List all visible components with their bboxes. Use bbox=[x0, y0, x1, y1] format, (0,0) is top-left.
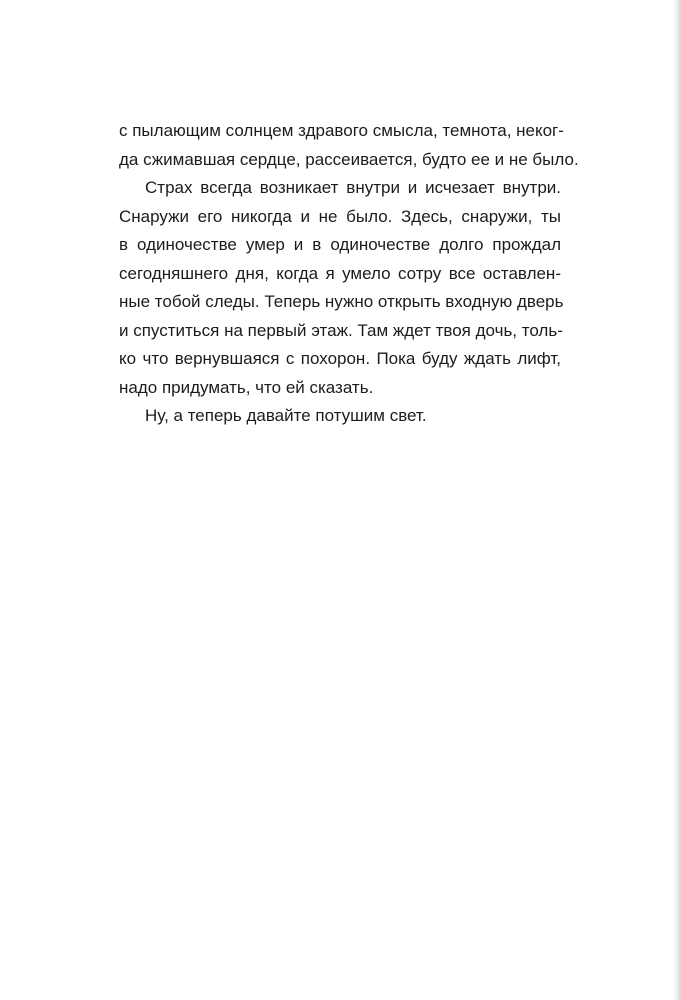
text-line: сегодняшнего дня, когда я умело сотру все оставлен- bbox=[119, 263, 561, 283]
paragraph-1 bbox=[119, 117, 579, 174]
text-line: Снаружи его никогда и не было. Здесь, снаружи, ты bbox=[119, 206, 561, 226]
text-line: и спуститься на первый этаж. Там ждет твоя дочь, толь- bbox=[119, 320, 563, 340]
text-line: да сжимавшая сердце, рассеивается, будто ее и не было. bbox=[119, 149, 579, 169]
paragraph-2 bbox=[119, 174, 564, 402]
text-line: надо придумать, что ей сказать. bbox=[119, 377, 374, 397]
text-line: Страх всегда возникает внутри и исчезает внутри. bbox=[145, 178, 561, 197]
page-edge-shadow bbox=[673, 0, 681, 1000]
text-line: ко что вернувшаяся с похорон. Пока буду ждать лифт, bbox=[119, 349, 561, 368]
text-line: ные тобой следы. Теперь нужно открыть входную дверь bbox=[119, 292, 564, 311]
paragraph-3 bbox=[119, 402, 561, 431]
text-line: Ну, а теперь давайте потушим свет. bbox=[145, 406, 427, 425]
text-line: в одиночестве умер и в одиночестве долго прождал bbox=[119, 235, 561, 254]
body-text bbox=[119, 117, 579, 431]
text-line: с пылающим солнцем здравого смысла, темнота, неког- bbox=[119, 121, 564, 140]
